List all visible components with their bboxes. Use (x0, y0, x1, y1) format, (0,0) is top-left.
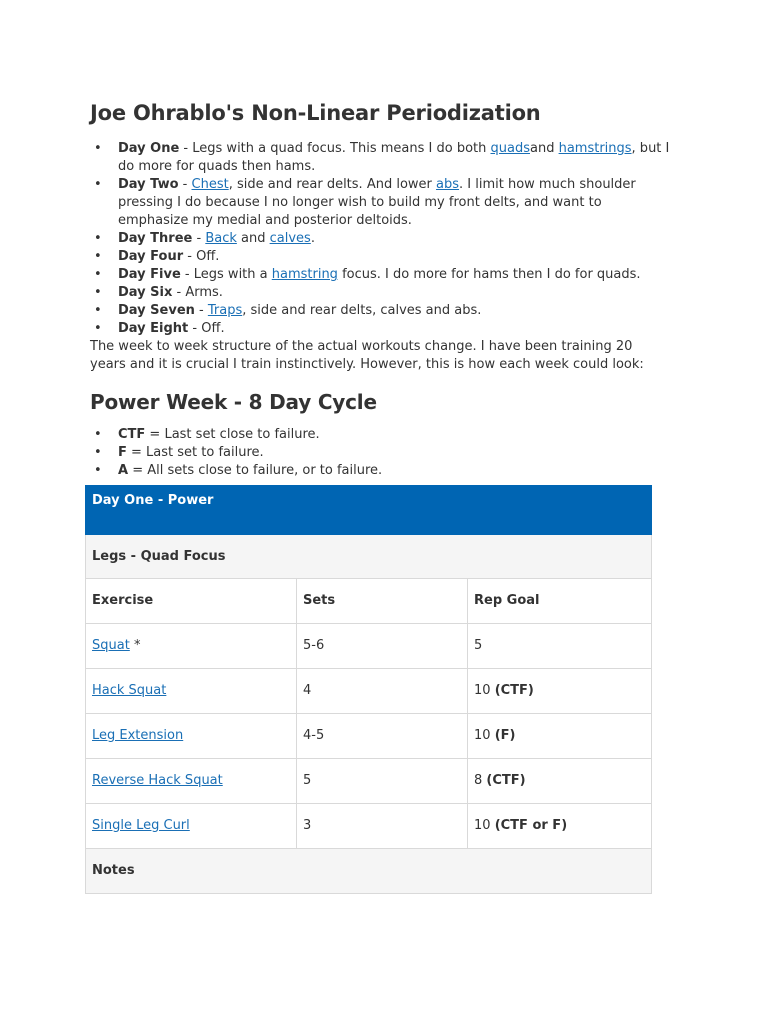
list-item: • F = Last set to failure. (90, 444, 670, 462)
list-item: • Day Seven - Traps, side and rear delts, calves and abs. (90, 302, 670, 320)
notes-row (86, 849, 652, 894)
sets-cell: 4-5 (297, 714, 468, 759)
legend-key: CTF (118, 427, 146, 442)
list-item: • Day Two - Chest, side and rear delts. And lower abs. I limit how much shoulder pressing I do because I no longer wish to build my front delts, and want to emphasize my medial and posterior deltoids. (90, 176, 670, 230)
day-name: Day One (118, 141, 180, 156)
notes-label: Notes (86, 849, 652, 894)
exercise-link[interactable]: Leg Extension (92, 728, 184, 743)
table-row (86, 759, 652, 804)
list-item: • Day Eight - Off. (90, 320, 670, 338)
list-item: • Day One - Legs with a quad focus. This means I do both quadsand hamstrings, but I do more for quads then hams. (90, 140, 670, 176)
exercise-cell (86, 669, 297, 714)
day-name: Day Seven (118, 303, 195, 318)
reps-cell: 10 (CTF or F) (468, 804, 652, 849)
day-name: Day Four (118, 249, 184, 264)
exercise-link[interactable]: Squat (92, 638, 130, 653)
table-row (86, 804, 652, 849)
section-title: Power Week - 8 Day Cycle (90, 390, 377, 414)
exercise-cell (86, 759, 297, 804)
table-header-row (86, 486, 652, 535)
reps-cell: 5 (468, 624, 652, 669)
column-header-rep-goal: Rep Goal (468, 579, 652, 624)
table-row (86, 714, 652, 759)
legend-list (90, 426, 670, 480)
table-subheader-row (86, 535, 652, 579)
reps-cell: 8 (CTF) (468, 759, 652, 804)
table-row (86, 669, 652, 714)
day-list (90, 140, 670, 338)
link-back[interactable]: Back (205, 231, 237, 246)
list-item: • Day Five - Legs with a hamstring focus. I do more for hams then I do for quads. (90, 266, 670, 284)
list-item: • CTF = Last set close to failure. (90, 426, 670, 444)
link-quads[interactable]: quads (490, 141, 530, 156)
exercise-cell: Squat * (86, 624, 297, 669)
day-name: Day Eight (118, 321, 189, 336)
list-item: • Day Four - Off. (90, 248, 670, 266)
list-item: • Day Three - Back and calves. (90, 230, 670, 248)
exercise-link[interactable]: Single Leg Curl (92, 818, 190, 833)
reps-cell: 10 (CTF) (468, 669, 652, 714)
table-title: Day One - Power (86, 486, 652, 535)
exercise-link[interactable]: Reverse Hack Squat (92, 773, 223, 788)
link-hamstring[interactable]: hamstring (271, 267, 338, 282)
link-chest[interactable]: Chest (191, 177, 229, 192)
column-header-exercise: Exercise (86, 579, 297, 624)
column-header-row (86, 579, 652, 624)
link-hamstrings[interactable]: hamstrings (558, 141, 632, 156)
list-item: • Day Six - Arms. (90, 284, 670, 302)
legend-key: F (118, 445, 127, 460)
day-name: Day Five (118, 267, 181, 282)
intro-paragraph: The week to week structure of the actual workouts change. I have been training 20 years and it is crucial I train instinctively. However, this is how each week could look: (90, 339, 644, 372)
exercise-link[interactable]: Hack Squat (92, 683, 167, 698)
sets-cell: 5 (297, 759, 468, 804)
sets-cell: 3 (297, 804, 468, 849)
exercise-cell (86, 714, 297, 759)
day-name: Day Six (118, 285, 173, 300)
page-title: Joe Ohrablo's Non-Linear Periodization (90, 101, 541, 125)
table-row (86, 624, 652, 669)
article (90, 98, 670, 480)
link-traps[interactable]: Traps (207, 303, 243, 318)
list-item: • A = All sets close to failure, or to failure. (90, 462, 670, 480)
exercise-cell (86, 804, 297, 849)
link-abs[interactable]: abs (436, 177, 460, 192)
table-subtitle: Legs - Quad Focus (86, 535, 652, 579)
day-name: Day Three (118, 231, 193, 246)
reps-cell: 10 (F) (468, 714, 652, 759)
sets-cell: 4 (297, 669, 468, 714)
legend-key: A (118, 463, 129, 478)
sets-cell: 5-6 (297, 624, 468, 669)
workout-table (85, 485, 652, 894)
day-name: Day Two (118, 177, 179, 192)
link-calves[interactable]: calves (269, 231, 311, 246)
column-header-sets: Sets (297, 579, 468, 624)
